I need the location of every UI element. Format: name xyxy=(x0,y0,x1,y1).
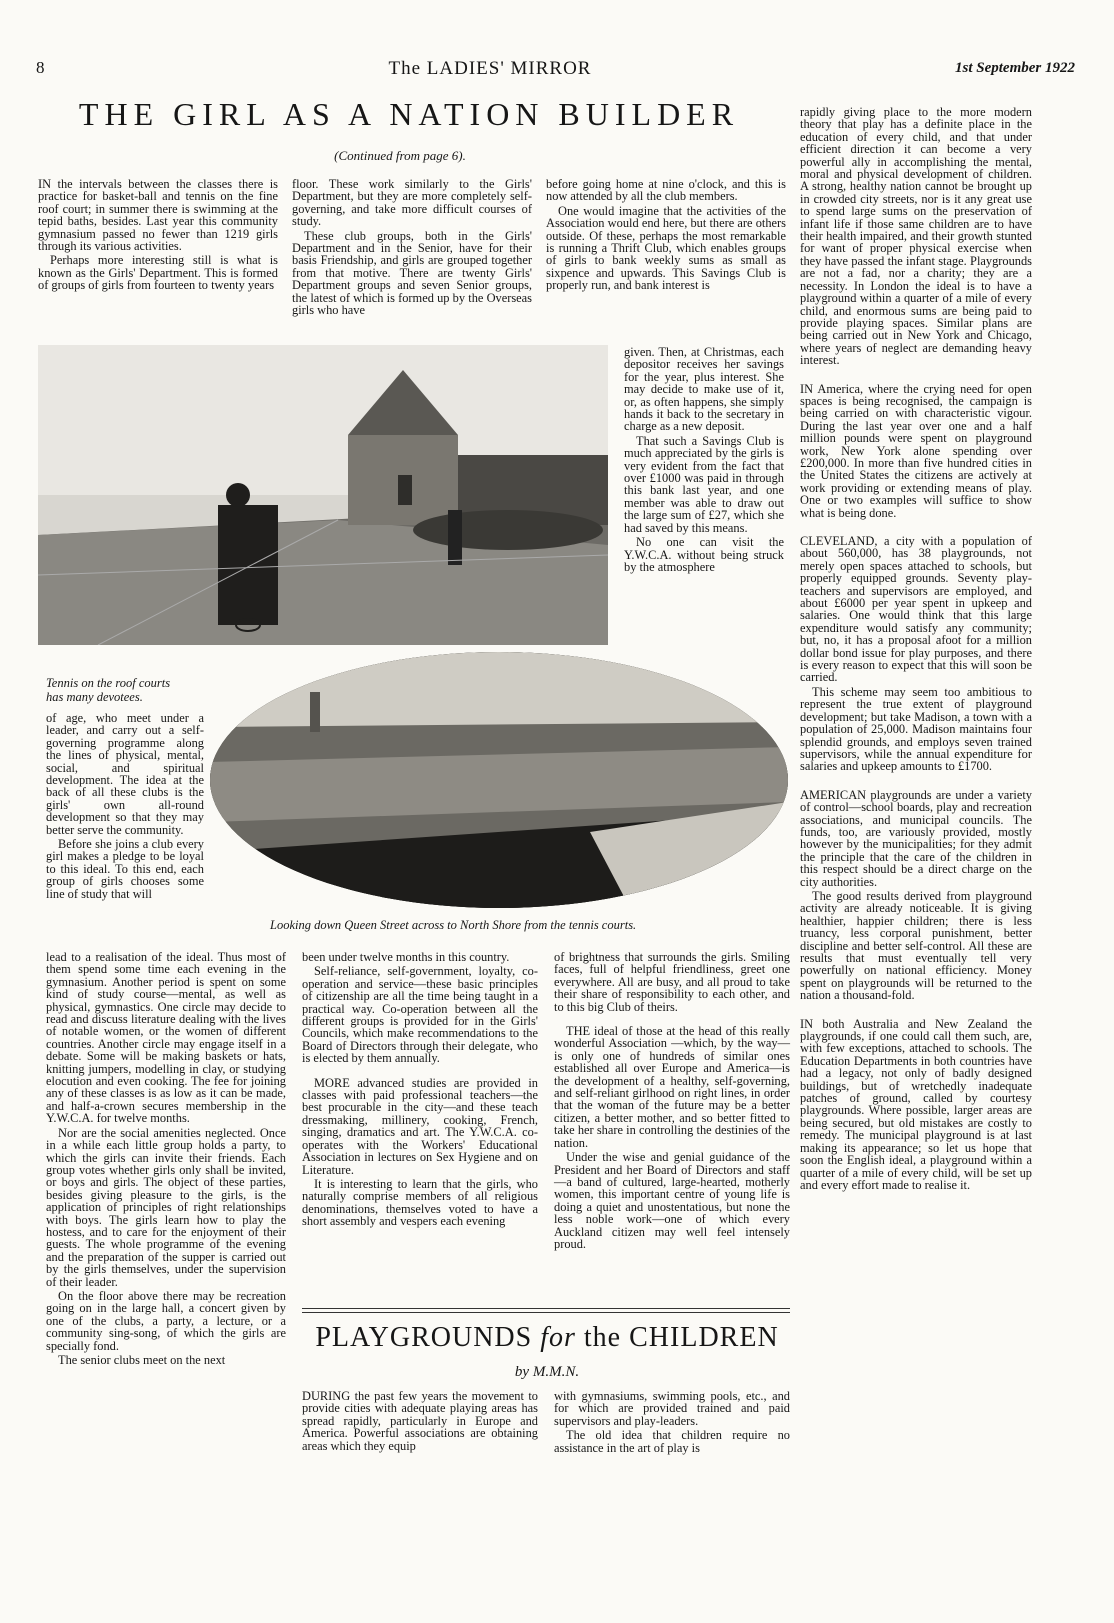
article2-col1: DURING the past few years the movement to provide cities with adequate playing areas has spread rapidly, particularly in Europe and America. Powerful associations are obtaining areas which they equip xyxy=(302,1389,538,1453)
article1-col3-narrow: given. Then, at Christmas, each depositor receives her savings for the year, plus interest. She may decide to make use of it, or, as often happens, she simply hands it back to the secretary in charge as a new deposit. That such a Savings Club is much appreciated by the girls is very evident from the fact that over £1000 was paid in through this bank last year, and one member was able to draw out the large sum of £27, which she had saved by this means. No one can visit the Y.W.C.A. without being struck by the atmosphere xyxy=(624,345,784,574)
article1-col1-bottom: lead to a realisation of the ideal. Thus most of them spend some time each evening in the gymnasium. Another period is spent on some kind of study course—mental, as well as physical, gymnastics. One circle may decide to read and discuss literature dealing with the lives of notable women, or the women of different countries. Another circle may engage itself in a debate. Some will be making baskets or hats, knitting jumpers, modelling in clay, or studying elocution and even cooking. The fee for joining any of these classes is as low as it can be made, and half-a-crown secures membership in the Y.W.C.A. for twelve months. Nor are the social amenities neglected. Once in a while each little group holds a party, to which the girls can invite their friends. Each group votes whether girls only shall be invited, or boys and girls. The object of these parties, besides giving pleasure to the girls, is the application of principles of right relationships with boys. The girls learn how to play the hostess, and to care for the enjoyment of their guests. The whole programme of the evening and the preparation of the supper is carried out by the girls themselves, under the supervision of their leader. On the floor above there may be recreation going on in the large hall, a concert given by one of the clubs, a party, a lecture, or a community sing-song, of which the girls are specially fond. The senior clubs meet on the next xyxy=(46,950,286,1367)
tennis-roof-photo xyxy=(38,345,608,645)
continued-note: (Continued from page 6). xyxy=(334,148,466,163)
article2-col2: with gymnasiums, swimming pools, etc., and for which are provided trained and paid supervisors and play-leaders. The old idea that children require no assistance in the art of play is xyxy=(554,1389,790,1455)
issue-date: 1st September 1922 xyxy=(955,60,1075,76)
queen-street-oval-photo xyxy=(210,652,788,908)
playgrounds-byline: by M.M.N. xyxy=(514,1364,580,1380)
section-divider xyxy=(302,1308,790,1309)
page-number: 8 xyxy=(36,58,45,77)
tennis-photo-caption: Tennis on the roof courts has many devotees. xyxy=(46,676,171,704)
article1-col1-narrow: of age, who meet under a leader, and carry out a self-governing programme along the lines of physical, mental, social, and spiritual development. The idea at the back of all these clubs is the girls' own all-round development so that they may better serve the community. Before she joins a club every girl makes a pledge to be loyal to this ideal. To this end, each group of girls chooses some line of study that will xyxy=(46,711,204,901)
article1-col3-bottom: of brightness that surrounds the girls. Smiling faces, full of helpful friendliness, greet one everywhere. All are busy, and all proud to take their share of responsibility to each other, and to this big Club of theirs. THE ideal of those at the head of this really wonderful Association —which, by the way—is only one of hundreds of similar ones established all over Europe and America—is the development of a healthy, self-governing, and self-reliant girlhood on right lines, in order that the woman of the future may be a better citizen, a better mother, and so better fitted to take her share in controlling the destinies of the nation. Under the wise and genial guidance of the President and her Board of Directors and staff—a band of cultured, large-hearted, motherly women, this important centre of young life is doing a quiet and unostentatious, but none the less noble work—one of which every Auckland citizen may well feel intensely proud. xyxy=(554,950,790,1251)
article1-col1-top: IN the intervals between the classes there is practice for basket-ball and tennis on the fine roof court; in summer there is swimming at the tepid baths, besides. Last year this community gymnasium passed no fewer than 1219 girls through its various activities. Perhaps more interesting still is what is known as the Girls' Department. This is formed of groups of girls from fourteen to twenty years xyxy=(38,177,278,293)
queen-street-illustration xyxy=(210,652,788,908)
article2-col4: rapidly giving place to the more modern theory that play has a definite place in the education of every child, and that under efficient direction it can become a very powerful ally in accomplishing the mental, moral and physical development of children. A strong, healthy nation cannot be brought up in crowded city streets, nor is it any great use to spend large sums on the preservation of infant life if those same children are to have their health impaired, and their growth stunted for want of proper physical exercise when they have passed the infant stage. Playgrounds are not a fad, nor a charity; they are a necessity. In London the ideal is to have a playground within a quarter of a mile of every child, and enormous sums are being paid to provide playing spaces. Similar plans are being carried out in New York and Chicago, where years of neglect are demanding heavy interest. IN America, where the crying need for open spaces is being recognised, the campaign is being carried on with characteristic vigour. During the last year over one and a half million pounds were spent on playground work, New York alone spending over £200,000. In more than five hundred cities in the United States the citizens are actively at work providing or extending means of play. One or two examples will suffice to show what is being done. CLEVELAND, a city with a population of about 560,000, has 38 playgrounds, not merely open spaces attached to schools, but properly equipped grounds. Seventy play-teachers and supervisors are employed, and about £6000 per year spent in upkeep and salaries. One would think that this large expenditure would satisfy any community; but, no, it has a proposal afoot for a million dollar bond issue for play purposes, and there is every reason to expect that this will soon be carried. This scheme may seem too ambitious to represent the true extent of playground development; but take Madison, a town with a population of 25,000. Madison maintains four splendid grounds, and employs seven trained supervisors, while the annual expenditure for salaries and upkeep amounts to £1700. AMERICAN playgrounds are under a variety of control—school boards, play and recreation associations, and municipal councils. The funds, too, are variously provided, mostly however by the municipalities; for they admit the principle that the care of the children in this respect should be a direct charge on the city authorities. The good results derived from playground activity are already noticeable. It is giving healthier, happier children; there is less truancy, less corporal punishment, better discipline and better self-control. All these are results that must eventually tell very powerfully on national efficiency. Money spent on playgrounds will be returned to the nation a thousand-fold. IN both Australia and New Zealand the playgrounds, if one could call them such, are, with few exceptions, attached to schools. The Education Departments in both countries have had a legacy, not only of badly designed buildings, but of wretchedly inadequate patches of ground, called by courtesy playgrounds. Where possible, larger areas are being secured, but old mistakes are costly to remedy. The municipal playground is at last making its appearance; so let us hope that soon the English ideal, a playground within a quarter of a mile of every child, will be set up and every effort made to realise it. xyxy=(800,105,1032,1192)
section-divider xyxy=(302,1312,790,1313)
queen-street-caption: Looking down Queen Street across to North Shore from the tennis courts. xyxy=(270,918,637,932)
article1-col2-bottom: been under twelve months in this country. Self-reliance, self-government, loyalty, co-operation and service—these basic principles of citizenship are all the time being taught in a practical way. Co-operation between all the different groups is provided for in the Girls' Councils, which make recommendations to the Board of Directors through their delegate, who is elected by them annually. MORE advanced studies are provided in classes with paid professional teachers—the best procurable in the city—and these teach dressmaking, millinery, cooking, French, singing, dramatics and art. The Y.W.C.A. co-operates with the Workers' Educational Association in lectures on Sex Hygiene and on Literature. It is interesting to learn that the girls, who naturally comprise members of all religious denominations, themselves voted to have a short assembly and vespers each evening xyxy=(302,950,538,1229)
tennis-roof-illustration xyxy=(38,345,608,645)
article1-col2-top: floor. These work similarly to the Girls' Department, but they are more completely self-governing, and take more difficult courses of study. These club groups, both in the Girls' Department and in the Senior, have for their basis Friendship, and girls are grouped together from that motive. There are twenty Girls' Department groups and seven Senior groups, the latest of which is formed up by the Overseas girls who have xyxy=(292,177,532,318)
article1-col3-top: before going home at nine o'clock, and this is now attended by all the club members. One would imagine that the activities of the Association would end here, but there are others outside. Of these, perhaps the most remarkable is running a Thrift Club, which enables groups of girls to bank weekly sums as small as sixpence and upwards. This Savings Club is properly run, and bank interest is xyxy=(546,177,786,293)
magazine-name: The LADIES' MIRROR xyxy=(388,58,592,79)
article-title: THE GIRL AS A NATION BUILDER xyxy=(78,96,740,132)
playgrounds-title: PLAYGROUNDS for the CHILDREN xyxy=(315,1322,779,1353)
